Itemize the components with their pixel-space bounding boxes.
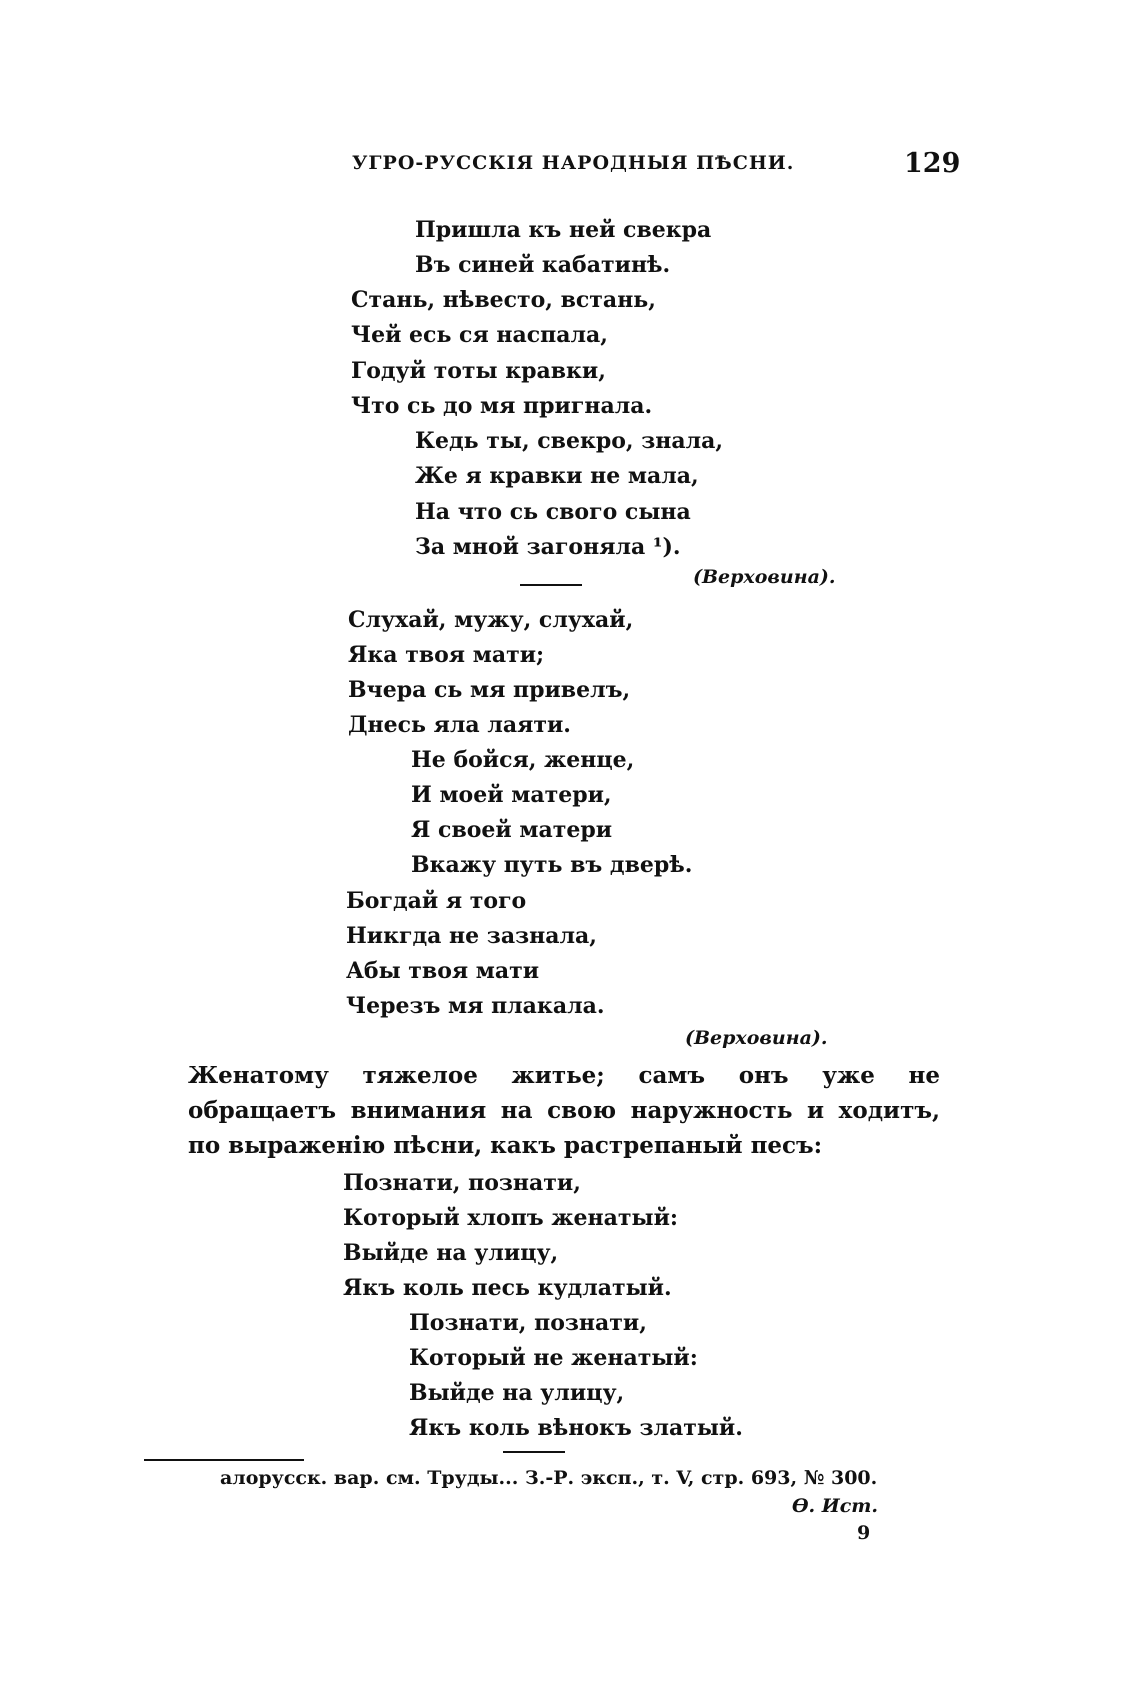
- section-divider: [520, 584, 582, 586]
- verse-line: Выйде на улицу,: [409, 1380, 625, 1406]
- verse-line: Вкажу путь въ дверѣ.: [411, 852, 693, 878]
- verse-line: Яка твоя мати;: [348, 642, 545, 668]
- verse-line: Который хлопъ женатый:: [343, 1205, 679, 1231]
- verse-line: Годуй тоты кравки,: [351, 358, 606, 384]
- verse-line: Якъ коль песь кудлатый.: [343, 1275, 672, 1301]
- verse-line: Кедь ты, свекро, знала,: [415, 428, 724, 454]
- section-divider: [503, 1451, 565, 1453]
- verse-line: Что сь до мя пригнала.: [351, 393, 653, 419]
- verse-line: Черезъ мя плакала.: [346, 993, 605, 1019]
- verse-line: Въ синей кабатинѣ.: [415, 252, 671, 278]
- footnote-initials: Ѳ. Ист.: [792, 1495, 879, 1517]
- footnote-separator: [144, 1459, 304, 1461]
- verse-line: Богдай я того: [346, 888, 527, 914]
- prose-paragraph: Женатому тяжелое житье; самъ онъ уже не обращаетъ внимания на свою наружность и ходитъ, по выраженію пѣсни, какъ растрепаный песъ:: [188, 1062, 940, 1159]
- verse-line: Никгда не зазнала,: [346, 923, 597, 949]
- verse-line: Не бойся, женце,: [411, 747, 635, 773]
- verse-line: На что сь свого сына: [415, 499, 691, 525]
- verse-line: Якъ коль вѣнокъ златый.: [409, 1415, 743, 1441]
- verse-line: Слухай, мужу, слухай,: [348, 607, 634, 633]
- song-source: (Верховина).: [693, 566, 836, 588]
- verse-line: Же я кравки не мала,: [415, 463, 699, 489]
- song-source: (Верховина).: [685, 1027, 828, 1049]
- verse-line: Днесь яла лаяти.: [348, 712, 571, 738]
- footnote-text: алорусск. вар. см. Труды... З.-Р. эксп., т. V, стр. 693, № 300.: [220, 1467, 878, 1489]
- verse-line: Вчера сь мя привелъ,: [348, 677, 631, 703]
- verse-line: И моей матери,: [411, 782, 612, 808]
- verse-line: Я своей матери: [411, 817, 613, 843]
- verse-line: Познати, познати,: [409, 1310, 647, 1336]
- sheet-signature: 9: [857, 1522, 871, 1544]
- verse-line: Пришла къ ней свекра: [415, 217, 712, 243]
- verse-line: Стань, нѣвесто, встань,: [351, 287, 656, 313]
- running-title: УГРО-РУССКІЯ НАРОДНЫЯ ПѢСНИ.: [352, 152, 795, 174]
- verse-line: Познати, познати,: [343, 1170, 581, 1196]
- verse-line: За мной загоняла ¹).: [415, 534, 681, 560]
- page-number: 129: [904, 148, 961, 179]
- verse-line: Выйде на улицу,: [343, 1240, 559, 1266]
- verse-line: Чей есь ся наспала,: [351, 322, 608, 348]
- verse-line: Абы твоя мати: [346, 958, 540, 984]
- verse-line: Который не женатый:: [409, 1345, 698, 1371]
